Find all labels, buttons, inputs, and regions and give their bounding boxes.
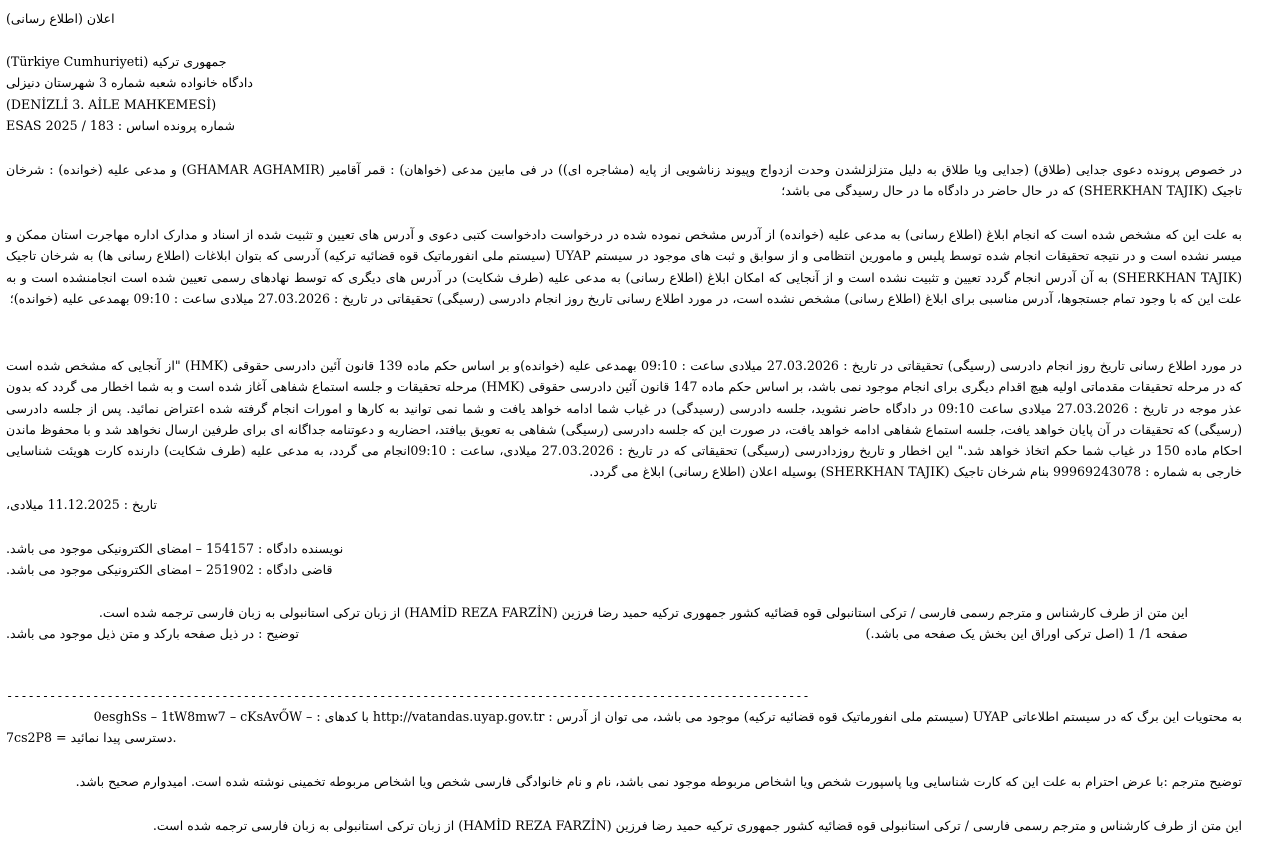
court-header bbox=[6, 51, 406, 136]
court-name-tr: (DENİZLİ 3. AİLE MAHKEMESİ) bbox=[6, 96, 217, 112]
paragraph-case-subject: در خصوص پرونده دعوی جدایی (طلاق) (جدایی ویا طلاق به دلیل متزلزلشدن وحدت ازدواج وپیوند زناشویی از پایه (مشاجره ای)) در فی مابین مدعی (خواهان) : قمر آقامیر (GHAMAR AGHAMIR) و مدعی علیه (خوانده) : شرخان تاجیک (SHERKHAN TAJIK) که در حال حاضر در دادگاه ما در حال رسیدگی می باشد؛ bbox=[6, 162, 1243, 199]
document-date: تاریخ : 11.12.2025 میلادی، bbox=[6, 497, 158, 512]
clerk-signature: نویسنده دادگاه : 154157 – امضای الکترونیکی موجود می باشد. bbox=[6, 541, 344, 556]
country-line: جمهوری ترکیه (Türkiye Cumhuriyeti) bbox=[6, 54, 227, 69]
translator-block bbox=[6, 602, 1188, 645]
footer-translator-block bbox=[6, 815, 1242, 836]
uyap-access-code-line: 7cs2P8 = دسترسی پیدا نمائید. bbox=[6, 730, 177, 746]
judge-signature: قاضی دادگاه : 251902 – امضای الکترونیکی موجود می باشد. bbox=[6, 562, 333, 578]
court-line: دادگاه خانواده شعبه شماره 3 شهرستان دنیزلی bbox=[6, 75, 253, 91]
uyap-access-block bbox=[6, 706, 1242, 749]
translator-notes-row bbox=[6, 623, 1188, 644]
signatures-block bbox=[6, 538, 506, 581]
barcode-explanation: توضیح : در ذیل صفحه بارکد و متن ذیل موجود می باشد. bbox=[6, 626, 299, 642]
translator-statement: این متن از طرف کارشناس و مترجم رسمی فارسی / ترکی استانبولی قوه قضائیه کشور جمهوری ترکیه حمید رضا فرزین (HAMİD REZA FARZİN) از زبان ترکی استانبولی به زبان فارسی ترجمه شده است. bbox=[98, 605, 1188, 620]
date-block bbox=[6, 494, 506, 515]
paragraph-notification-reason: به علت این که مشخص شده است که انجام ابلاغ (اطلاع رسانی) به مدعی علیه (خوانده) از آدرس مشخص نموده شده در درخواست دادخواست کتبی دعوی و آدرس های تعیین و تثبیت شده از اسناد و مدارک اداره مهاجرت استان ممکن و میسر نشده است و در نتیجه تحقیقات انجام شده توسط پلیس و مامورین انتظامی و از سوابق و ثبت های موجود در سیستم UYAP (سیستم ملی انفورماتیک قوه قضائیه ترکیه) آدرسی که بتوان ابلاغات (اطلاع رسانی ها) به شرخان تاجیک (SHERKHAN TAJIK) به آن آدرس انجام گردد تعیین و تثبیت نشده است و از آنجایی که امکان ابلاغ (اطلاع رسانی) به مدعی علیه (طرف شکایت) در آدرس های دیگری که توسط نهادهای رسمی تعیین شده است انجامنشده است و به علت این که با وجود تمام جستجوها، آدرس مناسبی برای ابلاغ (اطلاع رسانی) مشخص نشده است، در مورد اطلاع رسانی تاریخ روز انجام دادرسی (رسیگی) تحقیقاتی در تاریخ : 27.03.2026 میلادی ساعت : 09:10 بهمدعی علیه (خوانده)؛ bbox=[6, 227, 1243, 306]
uyap-access-line: به محتویات این برگ که در سیستم اطلاعاتی UYAP (سیستم ملی انفورماتیک قوه قضائیه ترکیه) موجود می باشد، می توان از آدرس : http://vatandas.uyap.gov.tr با کدهای : – 0esghSs – 1tW8mw7 – cKsAvŐW bbox=[93, 709, 1242, 724]
paragraph-hearing-warning: در مورد اطلاع رسانی تاریخ روز انجام دادرسی (رسیگی) تحقیقاتی در تاریخ : 27.03.2026 میلادی ساعت : 09:10 بهمدعی علیه (خوانده)و بر اساس حکم ماده 139 قانون آئین دادرسی حقوقی (HMK) "از آنجایی که مشخص شده است که در مرحله تحقیقات مقدماتی اولیه هیچ اقدام دیگری برای انجام موجود نمی باشد، بر اساس حکم ماده 147 قانون آئین دادرسی حقوقی (HMK) مرحله تحقیقات و جلسه استماع شفاهی آغاز شده است و به شما اخطار می گردد که بدون عذر موجه در تاریخ : 27.03.2026 میلادی ساعت 09:10 در دادگاه حاضر نشوید، جلسه دادرسی (رسیدگی) در غیاب شما ادامه خواهد یافت و شما نمی توانید به کارها و امورات انجام گرفته شده اعتراض نمائید. پس از جلسه دادرسی (رسیگی) که تحقیقات در آن پایان خواهد یافت، جلسه استماع شفاهی ادامه خواهد یافت، در صورت این که جلسه دادرسی (رسیگی) شفاهی به تعویق بیافتد، احضاریه و دعوتنامه جداگانه ای برای طرفین ارسال نخواهد شد و با محفوظ ماندن احکام ماده 150 در غیاب شما حکم اتخاذ خواهد شد." این اخطار و تاریخ روزدادرسی (رسیگی) تحقیقاتی که در تاریخ : 27.03.2026 میلادی، ساعت : 09:10انجام می گردد، به مدعی علیه (طرف شکایت) دارنده کارت هویئت شناسایی خارجی به شماره : 99969243078 بنام شرخان تاجیک (SHERKHAN TAJIK) بوسیله اعلان (اطلاع رسانی) ابلاغ می گردد. bbox=[6, 358, 1243, 480]
page-note: صفحه 1/ 1 (اصل ترکی اوراق این بخش یک صفحه می باشد.) bbox=[865, 626, 1188, 642]
translator-note: توضیح مترجم :با عرض احترام به علت این که کارت شناسایی ویا پاسپورت شخص ویا اشخاص مربوطه موجود نمی باشد، نام و نام خانوادگی فارسی شخص ویا اشخاص مربوطه تخمینی نوشته شده است. امیدوارم صحیح باشد. bbox=[75, 774, 1242, 789]
announcement-title: اعلان (اطلاع رسانی) bbox=[6, 11, 115, 26]
case-number-line: شماره پرونده اساس : 183 / 2025 ESAS bbox=[6, 117, 236, 133]
header-block bbox=[6, 8, 406, 29]
footer-translator-statement: این متن از طرف کارشناس و مترجم رسمی فارسی / ترکی استانبولی قوه قضائیه کشور جمهوری ترکیه حمید رضا فرزین (HAMİD REZA FARZİN) از زبان ترکی استانبولی به زبان فارسی ترجمه شده است. bbox=[152, 818, 1242, 833]
footer-separator: ---------------------------------------------------------------------------------------------------------------- bbox=[6, 689, 810, 703]
